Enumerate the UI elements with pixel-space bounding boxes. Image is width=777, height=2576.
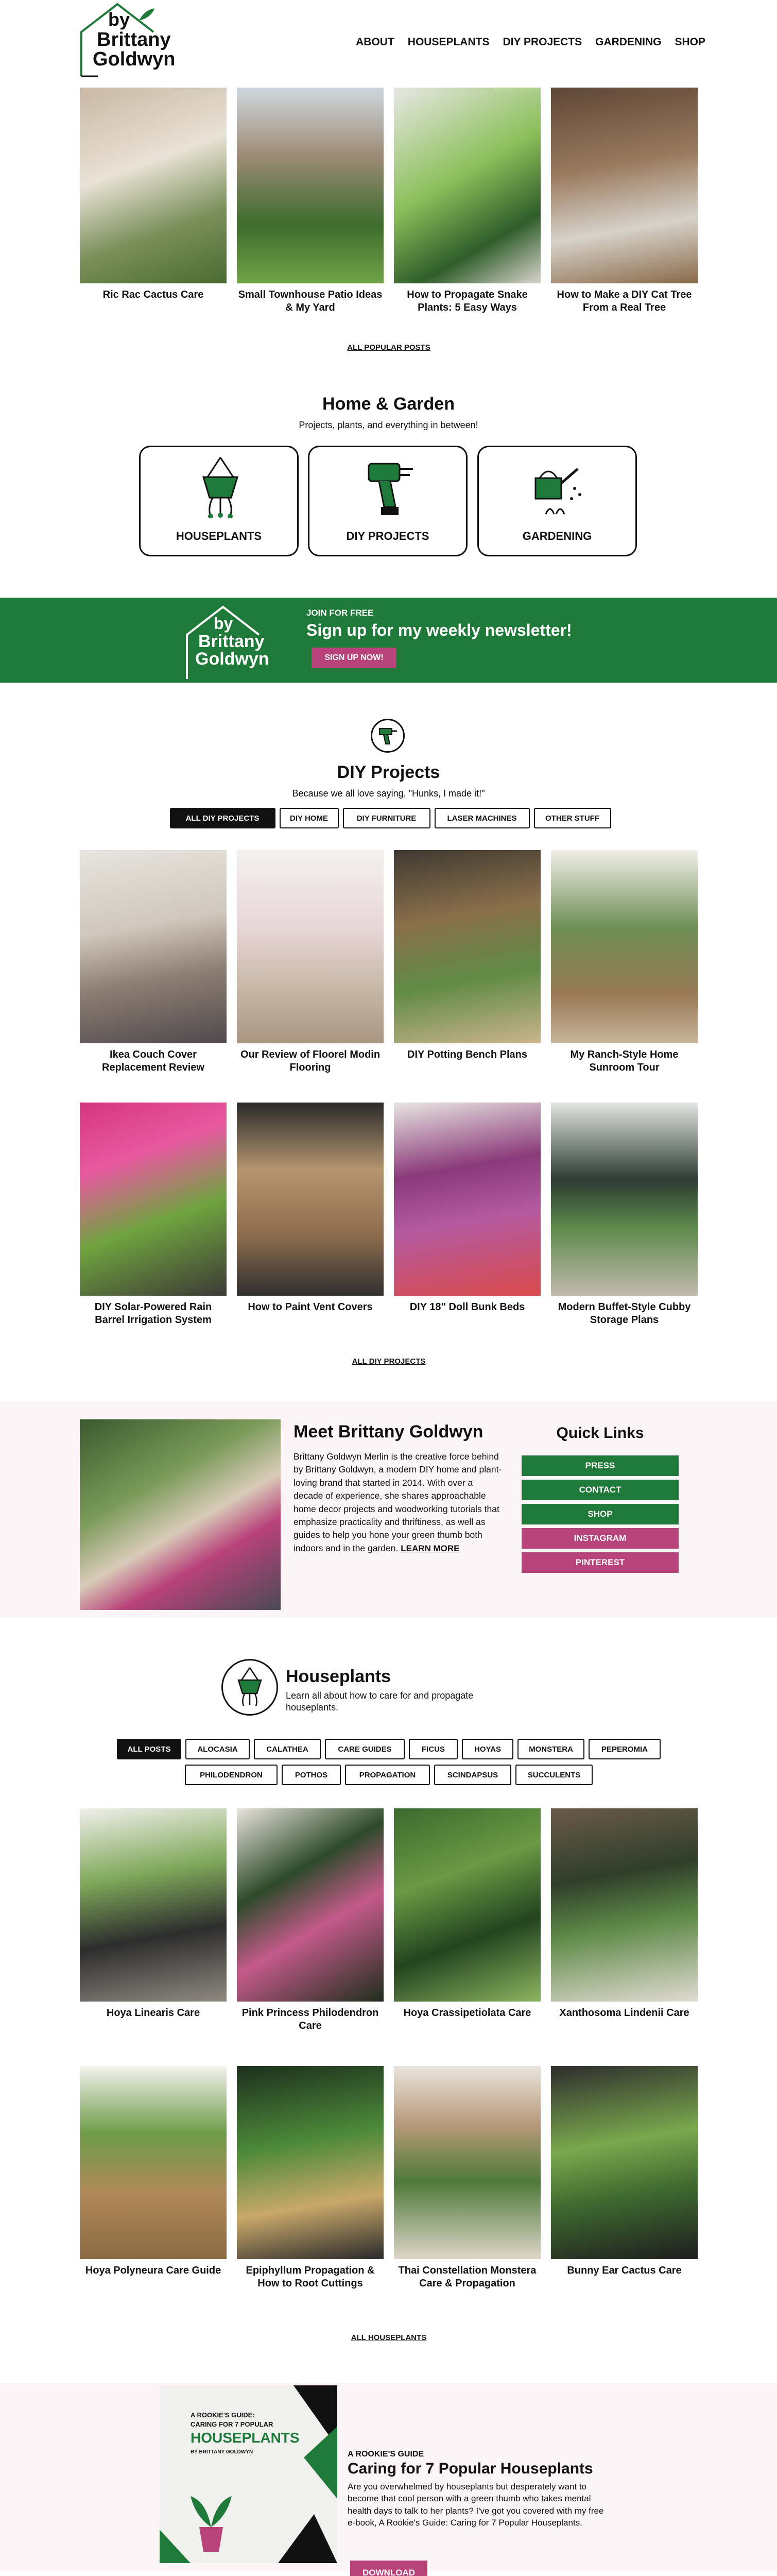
all-popular-posts-link[interactable]: ALL POPULAR POSTS (347, 343, 430, 352)
logo-goldwyn: Goldwyn (195, 649, 269, 669)
quick-link-press[interactable]: PRESS (522, 1455, 679, 1476)
diy-post-title[interactable]: My Ranch-Style Home Sunroom Tour (570, 1049, 679, 1073)
home-garden-subtitle: Projects, plants, and everything in between! (299, 420, 478, 430)
post-thumbnail[interactable] (551, 1808, 698, 2002)
diy-post-title[interactable]: DIY 18" Doll Bunk Beds (409, 1301, 525, 1313)
tab-laser-machines[interactable]: LASER MACHINES (435, 808, 530, 828)
card-houseplants[interactable] (139, 446, 299, 556)
watering-can-icon (530, 457, 587, 519)
drill-icon (371, 719, 405, 753)
post-thumbnail[interactable] (80, 850, 227, 1043)
post-thumbnail[interactable] (551, 88, 698, 283)
tab-monstera[interactable]: MONSTERA (517, 1739, 584, 1759)
post-thumbnail[interactable] (80, 1808, 227, 2002)
card-gardening[interactable] (477, 446, 637, 556)
houseplant-post-title[interactable]: Pink Princess Philodendron Care (241, 2007, 379, 2031)
post-thumbnail[interactable] (80, 1103, 227, 1296)
newsletter-banner (0, 598, 777, 683)
about-body-text: Brittany Goldwyn Merlin is the creative force behind by Brittany Goldwyn, a modern DIY home and plant-loving brand that started in 2014. With over a decade of experience, she shares approachable home decor projects and woodworking tutorials that emphasize practicality and thriftiness, as well as guides to help you hone your green thumb both indoors and in the garden. (293, 1451, 502, 1553)
newsletter-signup-button[interactable]: SIGN UP NOW! (312, 648, 396, 668)
houseplants-filter-tabs-row2 (103, 1765, 675, 1785)
quick-links-title: Quick Links (556, 1425, 644, 1442)
post-thumbnail[interactable] (237, 2066, 384, 2259)
diy-post-title[interactable]: Ikea Couch Cover Replacement Review (102, 1049, 204, 1073)
hanging-plant-icon (221, 1659, 278, 1716)
drill-icon (364, 456, 415, 518)
guide-title: Caring for 7 Popular Houseplants (348, 2460, 593, 2477)
diy-subtitle: Because we all love saying, "Hunks, I made it!" (292, 788, 485, 799)
guide-body: Are you overwhelmed by houseplants but desperately want to become that cool person with a green thumb who takes mental health days to talk to her plants? I've got you covered with my free e-book, A Rookie's Guide: Caring for 7 Popular Houseplants. (348, 2482, 604, 2528)
newsletter-logo (183, 603, 286, 680)
tab-propagation[interactable]: PROPAGATION (345, 1765, 430, 1785)
card-diy-projects[interactable] (308, 446, 468, 556)
newsletter-kicker: JOIN FOR FREE (306, 608, 374, 618)
nav-about[interactable]: ABOUT (356, 36, 394, 48)
popular-post-title[interactable]: How to Make a DIY Cat Tree From a Real Tree (557, 289, 692, 313)
logo-brittany: Brittany (97, 29, 171, 50)
post-thumbnail[interactable] (237, 1808, 384, 2002)
tab-scindapsus[interactable]: SCINDAPSUS (434, 1765, 511, 1785)
guide-download-button[interactable]: DOWNLOAD (350, 2561, 427, 2576)
diy-post-title[interactable]: Modern Buffet-Style Cubby Storage Plans (558, 1301, 691, 1326)
quick-link-shop[interactable]: SHOP (522, 1504, 679, 1524)
logo-by: by (214, 614, 233, 633)
card-houseplants-label: HOUSEPLANTS (176, 530, 262, 543)
tab-diy-furniture[interactable]: DIY FURNITURE (343, 808, 430, 828)
quick-link-contact[interactable]: CONTACT (522, 1480, 679, 1500)
houseplant-post-title[interactable]: Hoya Linearis Care (106, 2007, 200, 2019)
all-houseplants-link[interactable]: ALL HOUSEPLANTS (351, 2333, 427, 2342)
card-diy-label: DIY PROJECTS (346, 530, 429, 543)
diy-post-title[interactable]: DIY Potting Bench Plans (407, 1049, 527, 1060)
nav-shop[interactable]: SHOP (675, 36, 705, 48)
post-thumbnail[interactable] (80, 2066, 227, 2259)
diy-title: DIY Projects (337, 762, 440, 782)
houseplant-post-title[interactable]: Xanthosoma Lindenii Care (559, 2007, 689, 2019)
guide-ebook-cover (160, 2385, 337, 2563)
about-photo (80, 1419, 281, 1610)
houseplant-post-title[interactable]: Epiphyllum Propagation & How to Root Cuttings (246, 2265, 375, 2289)
nav-diy-projects[interactable]: DIY PROJECTS (503, 36, 582, 48)
post-thumbnail[interactable] (80, 88, 227, 283)
post-thumbnail[interactable] (237, 88, 384, 283)
logo-by: by (108, 9, 130, 30)
post-thumbnail[interactable] (551, 850, 698, 1043)
post-thumbnail[interactable] (394, 850, 541, 1043)
tab-all-diy[interactable]: ALL DIY PROJECTS (170, 808, 275, 828)
home-garden-title: Home & Garden (322, 394, 455, 414)
houseplants-subtitle: Learn all about how to care for and propagate houseplants. (286, 1690, 474, 1713)
tab-pothos[interactable]: POTHOS (282, 1765, 341, 1785)
guide-cover-kicker: A ROOKIE'S GUIDE: (191, 2411, 255, 2419)
about-title: Meet Brittany Goldwyn (293, 1422, 484, 1442)
popular-post-title[interactable]: How to Propagate Snake Plants: 5 Easy Ways (407, 289, 528, 313)
post-thumbnail[interactable] (394, 1808, 541, 2002)
diy-filter-tabs (159, 808, 622, 828)
quick-link-pinterest[interactable]: PINTEREST (522, 1552, 679, 1573)
post-thumbnail[interactable] (237, 1103, 384, 1296)
guide-cover-title: HOUSEPLANTS (191, 2430, 300, 2446)
guide-cover-byline: BY BRITTANY GOLDWYN (191, 2449, 253, 2455)
tab-care-guides[interactable]: CARE GUIDES (325, 1739, 405, 1759)
card-gardening-label: GARDENING (522, 530, 592, 543)
tab-peperomia[interactable]: PEPEROMIA (589, 1739, 661, 1759)
diy-post-title[interactable]: Our Review of Floorel Modin Flooring (240, 1049, 381, 1073)
post-thumbnail[interactable] (394, 88, 541, 283)
nav-gardening[interactable]: GARDENING (595, 36, 662, 48)
post-thumbnail[interactable] (394, 2066, 541, 2259)
post-thumbnail[interactable] (551, 1103, 698, 1296)
hanging-plant-icon (197, 456, 244, 518)
site-logo[interactable] (77, 0, 175, 77)
tab-succulents[interactable]: SUCCULENTS (515, 1765, 593, 1785)
popular-post-title[interactable]: Small Townhouse Patio Ideas & My Yard (238, 289, 383, 313)
about-learn-more-link[interactable]: LEARN MORE (401, 1543, 460, 1553)
all-diy-projects-link[interactable]: ALL DIY PROJECTS (352, 1357, 426, 1366)
main-nav (304, 36, 705, 52)
guide-kicker: A ROOKIE'S GUIDE (348, 2450, 424, 2459)
tab-hoyas[interactable]: HOYAS (462, 1739, 513, 1759)
tab-alocasia[interactable]: ALOCASIA (185, 1739, 250, 1759)
post-thumbnail[interactable] (237, 850, 384, 1043)
houseplants-title: Houseplants (286, 1667, 391, 1686)
houseplant-post-title[interactable]: Hoya Crassipetiolata Care (403, 2007, 531, 2019)
post-thumbnail[interactable] (394, 1103, 541, 1296)
tab-philodendron[interactable]: PHILODENDRON (185, 1765, 278, 1785)
houseplant-post-title[interactable]: Thai Constellation Monstera Care & Propagation (398, 2265, 537, 2289)
quick-link-instagram[interactable]: INSTAGRAM (522, 1528, 679, 1549)
tab-diy-home[interactable]: DIY HOME (280, 808, 339, 828)
diy-post-title[interactable]: DIY Solar-Powered Rain Barrel Irrigation System (94, 1301, 212, 1326)
houseplant-post-title[interactable]: Bunny Ear Cactus Care (567, 2265, 682, 2276)
logo-brittany: Brittany (198, 632, 265, 651)
diy-post-title[interactable]: How to Paint Vent Covers (248, 1301, 373, 1313)
nav-houseplants[interactable]: HOUSEPLANTS (407, 36, 490, 48)
post-thumbnail[interactable] (551, 2066, 698, 2259)
about-body (293, 1450, 505, 1555)
popular-post-title[interactable]: Ric Rac Cactus Care (102, 289, 204, 300)
tab-calathea[interactable]: CALATHEA (254, 1739, 321, 1759)
guide-cover-line: CARING FOR 7 POPULAR (191, 2420, 273, 2428)
tab-other-stuff[interactable]: OTHER STUFF (534, 808, 611, 828)
tab-ficus[interactable]: FICUS (409, 1739, 458, 1759)
logo-goldwyn: Goldwyn (93, 48, 176, 70)
tab-all-posts[interactable]: ALL POSTS (117, 1739, 181, 1759)
houseplants-filter-tabs (103, 1739, 675, 1759)
newsletter-title: Sign up for my weekly newsletter! (306, 621, 572, 639)
houseplant-post-title[interactable]: Hoya Polyneura Care Guide (85, 2265, 221, 2276)
potted-plant-icon (188, 2491, 234, 2553)
